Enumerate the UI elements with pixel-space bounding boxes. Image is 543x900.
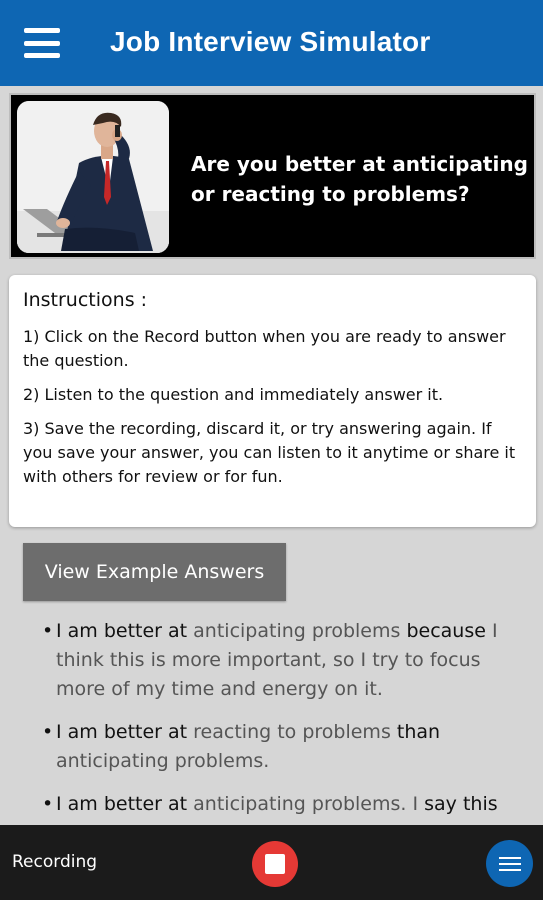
list-menu-icon [499, 857, 521, 859]
hamburger-menu-icon[interactable] [22, 25, 62, 61]
man-on-phone-image [17, 101, 169, 253]
instructions-card [9, 275, 536, 527]
list-menu-button[interactable] [486, 840, 533, 887]
instruction-step: 1) Click on the Record button when you are ready to answer the question. [23, 327, 506, 370]
instruction-step: 2) Listen to the question and immediately answer it. [23, 385, 444, 404]
recording-status: Recording [12, 852, 98, 872]
stop-recording-button[interactable] [252, 841, 298, 887]
question-card [9, 93, 536, 259]
example-answer: • I am better at anticipating problems because I think this is more important, so I try to focus more of my time and energy on it. [40, 617, 510, 704]
example-answer: • I am better at anticipating problems. I say this [40, 790, 510, 848]
view-example-answers-button[interactable]: View Example Answers [23, 543, 286, 601]
app-bar [0, 0, 543, 86]
question-text: Are you better at anticipating or reacting to problems? [191, 152, 528, 206]
example-answer: • I am better at reacting to problems than anticipating problems. [40, 718, 510, 776]
instructions-heading: Instructions : [23, 289, 148, 311]
app-title: Job Interview Simulator [110, 26, 431, 57]
stop-icon [265, 854, 285, 874]
recording-bar [0, 825, 543, 900]
question-photo [17, 101, 169, 253]
instruction-step: 3) Save the recording, discard it, or try answering again. If you save your answer, you can listen to it anytime or share it with others for review or for fun. [23, 419, 516, 486]
